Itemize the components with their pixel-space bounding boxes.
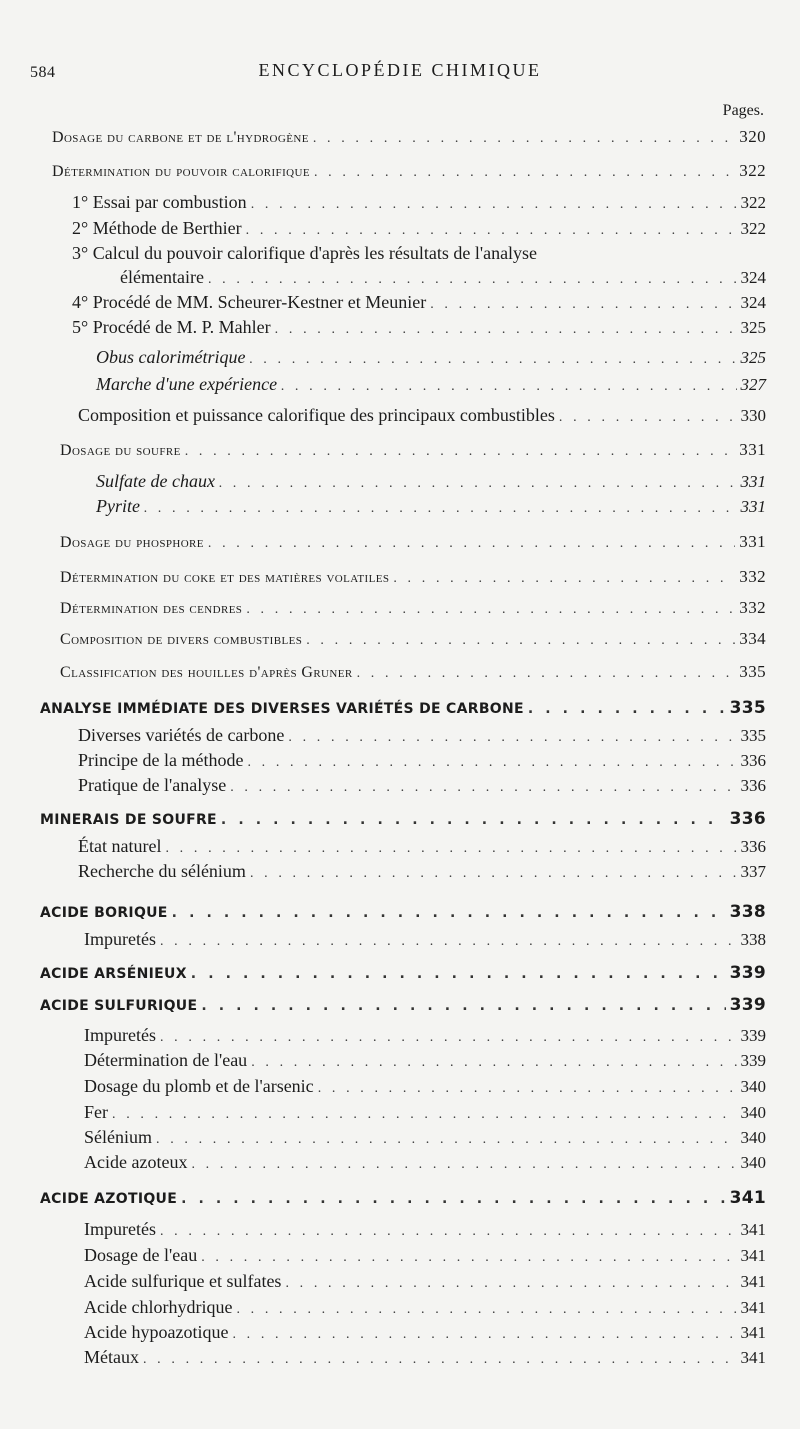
dot-leader: [144, 496, 737, 522]
toc-entry-label: ACIDE ARSÉNIEUX: [40, 966, 187, 982]
toc-entry: [84, 1242, 766, 1268]
dot-leader: [191, 1152, 736, 1178]
toc-entry-label: Impuretés: [84, 929, 156, 949]
toc-entry: [72, 215, 766, 241]
toc-entry-page: 340: [740, 1128, 766, 1147]
toc-entry-label: 5° Procédé de M. P. Mahler: [72, 317, 271, 337]
dot-leader: [172, 900, 726, 926]
toc-entry: [60, 659, 766, 685]
toc-entry-label: Détermination des cendres: [60, 600, 243, 617]
toc-entry-page: 324: [740, 268, 766, 287]
toc-entry: [84, 1216, 766, 1242]
toc-entry: [78, 722, 766, 748]
toc-entry-page: 341: [740, 1272, 766, 1291]
toc-entry-label: Impuretés: [84, 1025, 156, 1045]
dot-leader: [191, 961, 726, 987]
toc-entry-page: 327: [740, 375, 766, 394]
toc-entry-page: 325: [740, 348, 766, 367]
toc-entry-page: 335: [740, 726, 766, 745]
toc-entry-label: Obus calorimétrique: [96, 347, 246, 367]
dot-leader: [208, 531, 735, 557]
dot-leader: [314, 160, 735, 186]
dot-leader: [281, 374, 736, 400]
toc-entry: [84, 1149, 766, 1175]
toc-entry-page: 331: [740, 472, 766, 491]
dot-leader: [313, 126, 735, 152]
toc-entry-page: 336: [740, 751, 766, 770]
dot-leader: [230, 775, 736, 801]
toc-entry-label: Détermination de l'eau: [84, 1050, 248, 1070]
toc-entry: [52, 158, 766, 184]
running-title: ENCYCLOPÉDIE CHIMIQUE: [258, 60, 542, 80]
toc-entry-label: Diverses variétés de carbone: [78, 725, 285, 745]
toc-entry-label: Marche d'une expérience: [96, 374, 278, 394]
toc-entry: [60, 437, 766, 463]
toc-entry: [84, 1344, 766, 1370]
toc-entry: [78, 772, 766, 798]
toc-entry: [84, 1047, 766, 1073]
dot-leader: [250, 861, 737, 887]
toc-entry: [84, 1099, 766, 1125]
toc-entry: [96, 371, 766, 397]
toc-entry: [60, 626, 766, 652]
toc-entry-label: Acide hypoazotique: [84, 1322, 229, 1342]
dot-leader: [357, 661, 736, 687]
dot-leader: [185, 439, 736, 465]
toc-entry-page: 325: [740, 318, 766, 337]
toc-section-heading: [40, 992, 766, 1018]
toc-entry-page: 334: [739, 629, 766, 648]
toc-entry-label: ACIDE SULFURIQUE: [40, 998, 198, 1014]
toc-entry-page: 340: [740, 1103, 766, 1122]
toc-entry-label: Sélénium: [84, 1127, 152, 1147]
toc-entry: [72, 314, 766, 340]
toc-entry-label: Fer: [84, 1102, 108, 1122]
dot-leader: [221, 807, 726, 833]
toc-entry: [78, 747, 766, 773]
toc-entry-page: 339: [729, 963, 766, 983]
toc-entry: [96, 493, 766, 519]
pages-column-label: Pages.: [722, 102, 764, 119]
toc-entry: [72, 289, 766, 315]
toc-entry-page: 337: [740, 862, 766, 881]
dot-leader: [249, 347, 736, 373]
toc-entry-label: Dosage du phosphore: [60, 534, 204, 551]
dot-leader: [559, 405, 737, 431]
toc-entry: [60, 595, 766, 621]
toc-entry-label: ACIDE AZOTIQUE: [40, 1191, 178, 1207]
toc-entry-page: 339: [740, 1051, 766, 1070]
toc-entry-label: ACIDE BORIQUE: [40, 905, 168, 921]
toc-entry-label: Dosage du plomb et de l'arsenic: [84, 1076, 314, 1096]
toc-entry-label: ANALYSE IMMÉDIATE DES DIVERSES VARIÉTÉS DE CARBONE: [40, 701, 524, 717]
toc-entry-label: Pyrite: [96, 496, 140, 516]
toc-entry: [78, 402, 766, 428]
toc-entry: [60, 564, 766, 590]
toc-entry-label: MINERAIS DE SOUFRE: [40, 812, 217, 828]
toc-entry-page: 341: [740, 1246, 766, 1265]
toc-entry-page: 339: [729, 995, 766, 1015]
dot-leader: [393, 566, 735, 592]
toc-entry-page: 322: [740, 219, 766, 238]
toc-entry: [72, 189, 766, 215]
toc-entry-page: 331: [739, 440, 766, 459]
toc-entry-page: 340: [740, 1153, 766, 1172]
dot-leader: [275, 317, 737, 343]
toc-entry-label: Recherche du sélénium: [78, 861, 246, 881]
toc-entry-page: 335: [739, 662, 766, 681]
toc-entry-page: 338: [740, 930, 766, 949]
toc-entry-label: Dosage du soufre: [60, 442, 181, 459]
toc-entry-page: 338: [729, 902, 766, 922]
toc-entry-label: 4° Procédé de MM. Scheurer-Kestner et Meunier: [72, 292, 427, 312]
toc-entry: [78, 833, 766, 859]
toc-entry-label: Composition et puissance calorifique des principaux combustibles: [78, 405, 555, 425]
dot-leader: [246, 597, 735, 623]
toc-entry: [84, 1319, 766, 1345]
toc-entry: [84, 926, 766, 952]
toc-entry-label: Détermination du pouvoir calorifique: [52, 163, 310, 180]
toc-entry-label: Acide chlorhydrique: [84, 1297, 233, 1317]
toc-entry-page: 336: [729, 809, 766, 829]
toc-entry: [84, 1124, 766, 1150]
toc-section-heading: [40, 899, 766, 925]
toc-entry-page: 339: [740, 1026, 766, 1045]
toc-section-heading: [40, 695, 766, 721]
toc-entry-label: Sulfate de chaux: [96, 471, 215, 491]
dot-leader: [143, 1347, 737, 1373]
toc-entry: [60, 529, 766, 555]
toc-entry-page: 322: [739, 161, 766, 180]
toc-entry-label: Métaux: [84, 1347, 139, 1367]
toc-entry-page: 330: [740, 406, 766, 425]
toc-entry: [120, 264, 766, 290]
toc-entry: [96, 344, 766, 370]
toc-entry-label-line1: 3° Calcul du pouvoir calorifique d'après les résultats de l'analyse: [72, 243, 538, 263]
toc-entry-label: Pratique de l'analyse: [78, 775, 227, 795]
toc-entry-label: Dosage du carbone et de l'hydrogène: [52, 129, 309, 146]
dot-leader: [201, 993, 725, 1019]
toc-entry: [84, 1294, 766, 1320]
toc-entry-label: 1° Essai par combustion: [72, 192, 247, 212]
toc-entry-page: 341: [740, 1298, 766, 1317]
toc-entry-label: Principe de la méthode: [78, 750, 244, 770]
toc-entry: [84, 1073, 766, 1099]
toc-entry-page: 324: [740, 293, 766, 312]
toc-entry-page: 332: [739, 598, 766, 617]
toc-entry: [78, 858, 766, 884]
toc-entry-page: 341: [740, 1220, 766, 1239]
toc-entry-label: élémentaire: [120, 267, 204, 287]
toc-entry-page: 335: [729, 698, 766, 718]
toc-entry: [84, 1268, 766, 1294]
toc-entry-page: 341: [740, 1348, 766, 1367]
toc-entry: [84, 1022, 766, 1048]
toc-section-heading: [40, 960, 766, 986]
toc-entry-page: 331: [740, 497, 766, 516]
toc-entry-page: 341: [729, 1188, 766, 1208]
toc-entry: [96, 468, 766, 494]
toc-entry-page: 336: [740, 837, 766, 856]
dot-leader: [181, 1186, 726, 1212]
toc-entry-label: Dosage de l'eau: [84, 1245, 198, 1265]
dot-leader: [528, 696, 726, 722]
toc-entry: [52, 124, 766, 150]
toc-entry-page: 322: [740, 193, 766, 212]
toc-entry-label: Classification des houilles d'après Gruner: [60, 664, 353, 681]
toc-entry-page: 340: [740, 1077, 766, 1096]
toc-section-heading: [40, 806, 766, 832]
toc-entry-page: 332: [739, 567, 766, 586]
toc-entry-page: 320: [739, 127, 766, 146]
toc-entry-label: 2° Méthode de Berthier: [72, 218, 242, 238]
toc-entry-label: Composition de divers combustibles: [60, 631, 303, 648]
page-number: 584: [30, 64, 56, 81]
toc-entry-label: Acide sulfurique et sulfates: [84, 1271, 282, 1291]
toc-section-heading: [40, 1185, 766, 1211]
toc-entry-page: 336: [740, 776, 766, 795]
toc-entry-page: 341: [740, 1323, 766, 1342]
toc-entry-label: Détermination du coke et des matières volatiles: [60, 569, 390, 586]
toc-entry-label: Impuretés: [84, 1219, 156, 1239]
dot-leader: [160, 929, 737, 955]
toc-entry-page: 331: [739, 532, 766, 551]
dot-leader: [306, 628, 735, 654]
toc-entry-label: État naturel: [78, 836, 162, 856]
toc-entry-label: Acide azoteux: [84, 1152, 188, 1172]
